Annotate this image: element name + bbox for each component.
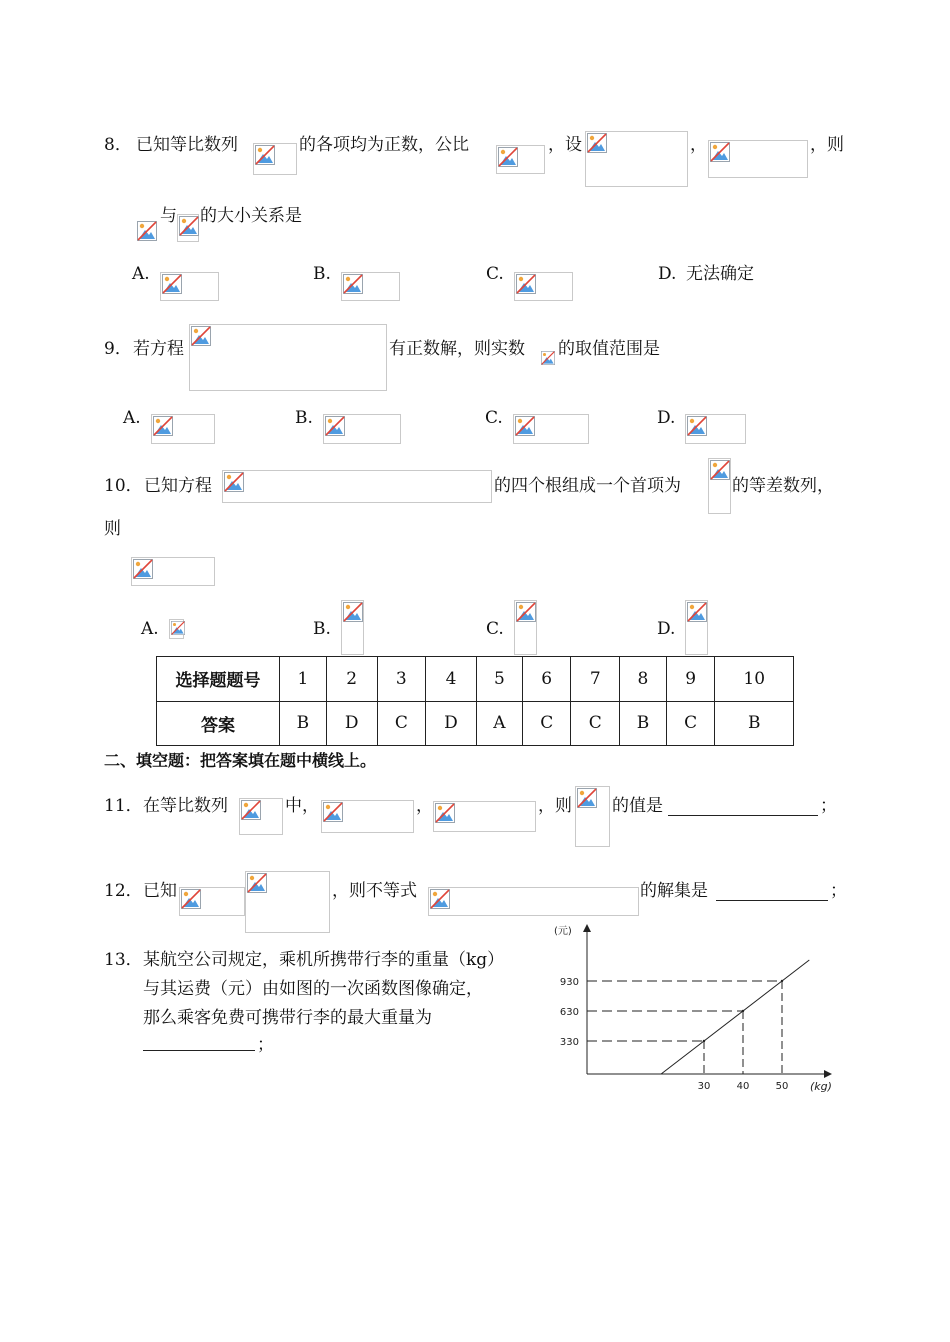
x-axis-label: (kg) bbox=[810, 1080, 832, 1093]
formula-image bbox=[136, 220, 158, 242]
broken-image-icon bbox=[325, 416, 345, 436]
answer-blank[interactable] bbox=[716, 900, 828, 901]
broken-image-icon bbox=[224, 472, 244, 492]
broken-image-icon bbox=[162, 274, 182, 294]
formula-image bbox=[433, 801, 536, 832]
section-title: 二、填空题：把答案填在题中横线上。 bbox=[104, 751, 377, 770]
broken-image-icon bbox=[191, 326, 211, 346]
formula-image bbox=[179, 887, 245, 916]
q12-end: ； bbox=[830, 881, 847, 901]
q13-line-3: 那么乘客免费可携带行李的最大重量为 bbox=[143, 1008, 432, 1028]
q10-number: 10． bbox=[104, 476, 143, 496]
formula-image bbox=[222, 470, 492, 503]
broken-image-icon bbox=[435, 803, 455, 823]
y-tick-label: 930 bbox=[559, 977, 579, 988]
q11-number: 11． bbox=[104, 796, 143, 816]
q11-text-4: ，则 bbox=[538, 796, 572, 816]
broken-image-icon bbox=[587, 133, 607, 153]
answer-blank[interactable] bbox=[143, 1050, 255, 1051]
q9-option-c-label: C. bbox=[485, 408, 503, 428]
q8-text-6: 与 bbox=[160, 206, 177, 226]
broken-image-icon bbox=[541, 351, 555, 365]
q9-text-1: 若方程 bbox=[133, 339, 184, 359]
option-c-image bbox=[514, 600, 537, 655]
table-cell: 6 bbox=[522, 657, 571, 702]
broken-image-icon bbox=[687, 416, 707, 436]
table-cell: 4 bbox=[426, 657, 477, 702]
table-cell: C bbox=[377, 701, 426, 746]
table-cell: 5 bbox=[476, 657, 522, 702]
cost-weight-chart bbox=[540, 918, 840, 1098]
q8-option-d-label: D. bbox=[658, 264, 677, 284]
q9-text-2: 有正数解，则实数 bbox=[389, 339, 525, 359]
y-axis-arrow bbox=[583, 924, 591, 932]
table-cell: C bbox=[522, 701, 571, 746]
table-cell: B bbox=[620, 701, 667, 746]
x-tick-label: 40 bbox=[736, 1081, 750, 1092]
q8-text-5: ，则 bbox=[810, 135, 844, 155]
q11-text-5: 的值是 bbox=[612, 796, 663, 816]
option-c-image bbox=[514, 272, 573, 301]
table-cell: 2 bbox=[326, 657, 377, 702]
q11-text-3: ， bbox=[416, 796, 433, 816]
broken-image-icon bbox=[153, 416, 173, 436]
q9-option-b-label: B. bbox=[295, 408, 313, 428]
q13-number: 13． bbox=[104, 950, 143, 970]
q8-option-a-label: A. bbox=[132, 264, 150, 284]
table-cell: C bbox=[666, 701, 715, 746]
formula-image bbox=[177, 214, 199, 242]
broken-image-icon bbox=[498, 147, 518, 167]
broken-image-icon bbox=[179, 216, 199, 236]
q10-option-b-label: B. bbox=[313, 619, 331, 639]
y-tick-label: 330 bbox=[559, 1037, 579, 1048]
broken-image-icon bbox=[710, 142, 730, 162]
option-c-image bbox=[513, 414, 589, 444]
q12-text-3: 的解集是 bbox=[640, 881, 708, 901]
table-cell: D bbox=[326, 701, 377, 746]
q8-option-d-text: 无法确定 bbox=[686, 264, 754, 284]
broken-image-icon bbox=[516, 274, 536, 294]
q10-option-c-label: C. bbox=[486, 619, 504, 639]
answer-blank[interactable] bbox=[668, 815, 818, 816]
y-tick-label: 630 bbox=[559, 1007, 579, 1018]
formula-image bbox=[540, 350, 557, 368]
table-row-answers bbox=[157, 701, 794, 746]
formula-image bbox=[239, 798, 283, 835]
q11-text-2: 中， bbox=[285, 796, 319, 816]
q8-text-2: 的各项均为正数，公比 bbox=[299, 135, 469, 155]
table-row-numbers bbox=[157, 657, 794, 702]
table-cell: 8 bbox=[620, 657, 667, 702]
q12-number: 12． bbox=[104, 881, 143, 901]
broken-image-icon bbox=[516, 602, 536, 622]
broken-image-icon bbox=[255, 145, 275, 165]
q10-text-3: 的等差数列， bbox=[732, 476, 834, 496]
option-b-image bbox=[341, 272, 400, 301]
broken-image-icon bbox=[133, 559, 153, 579]
q9-number: 9． bbox=[104, 339, 132, 359]
q11-text-1: 在等比数列 bbox=[143, 796, 228, 816]
broken-image-icon bbox=[323, 802, 343, 822]
table-cell: D bbox=[426, 701, 477, 746]
formula-image bbox=[321, 800, 414, 833]
formula-image bbox=[131, 557, 215, 586]
data-point bbox=[742, 1010, 744, 1012]
table-header-number: 选择题题号 bbox=[157, 657, 280, 702]
broken-image-icon bbox=[577, 788, 597, 808]
formula-image bbox=[253, 143, 297, 175]
broken-image-icon bbox=[247, 873, 267, 893]
q8-option-b-label: B. bbox=[313, 264, 331, 284]
formula-image bbox=[245, 871, 330, 933]
x-tick-label: 30 bbox=[697, 1081, 711, 1092]
q10-text-2: 的四个根组成一个首项为 bbox=[494, 476, 681, 496]
q12-text-2: ，则不等式 bbox=[332, 881, 417, 901]
broken-image-icon bbox=[343, 274, 363, 294]
broken-image-icon bbox=[171, 621, 185, 635]
option-d-image bbox=[685, 600, 708, 655]
option-a-image bbox=[151, 414, 215, 444]
q11-end: ； bbox=[820, 796, 837, 816]
q12-text-1: 已知 bbox=[143, 881, 177, 901]
q10-option-a-label: A. bbox=[141, 619, 159, 639]
series-line bbox=[661, 960, 809, 1074]
table-cell: 10 bbox=[715, 657, 794, 702]
table-cell: B bbox=[715, 701, 794, 746]
formula-image bbox=[708, 458, 731, 514]
answer-table bbox=[156, 656, 794, 746]
q8-text-7: 的大小关系是 bbox=[200, 206, 302, 226]
q13-end: ； bbox=[257, 1035, 274, 1055]
q8-option-c-label: C. bbox=[486, 264, 504, 284]
option-d-image bbox=[685, 414, 746, 444]
x-axis-arrow bbox=[824, 1070, 832, 1078]
q9-option-d-label: D. bbox=[657, 408, 676, 428]
broken-image-icon bbox=[343, 602, 363, 622]
q9-text-3: 的取值范围是 bbox=[558, 339, 660, 359]
option-b-image bbox=[341, 600, 364, 655]
data-point bbox=[781, 980, 783, 982]
formula-image bbox=[708, 140, 808, 178]
table-cell: 3 bbox=[377, 657, 426, 702]
x-tick-label: 50 bbox=[775, 1081, 789, 1092]
q13-line-2: 与其运费（元）由如图的一次函数图像确定， bbox=[143, 979, 483, 999]
broken-image-icon bbox=[430, 889, 450, 909]
q8-text-1: 已知等比数列 bbox=[136, 135, 238, 155]
formula-image bbox=[585, 131, 688, 187]
broken-image-icon bbox=[181, 889, 201, 909]
formula-image bbox=[496, 145, 545, 174]
table-cell: 9 bbox=[666, 657, 715, 702]
broken-image-icon bbox=[710, 460, 730, 480]
option-b-image bbox=[323, 414, 401, 444]
broken-image-icon bbox=[515, 416, 535, 436]
q8-number: 8． bbox=[104, 135, 132, 155]
formula-image bbox=[575, 786, 610, 847]
y-axis-label: (元) bbox=[554, 926, 572, 937]
option-a-image bbox=[169, 619, 184, 639]
q10-text-1: 已知方程 bbox=[144, 476, 212, 496]
q9-option-a-label: A. bbox=[123, 408, 141, 428]
table-cell: A bbox=[476, 701, 522, 746]
q8-text-4: ， bbox=[690, 135, 707, 155]
data-point bbox=[703, 1040, 705, 1042]
table-cell: B bbox=[280, 701, 327, 746]
formula-image bbox=[189, 324, 387, 391]
table-header-answer: 答案 bbox=[157, 701, 280, 746]
broken-image-icon bbox=[687, 602, 707, 622]
table-cell: C bbox=[571, 701, 620, 746]
q10-text-4: 则 bbox=[104, 519, 121, 539]
broken-image-icon bbox=[137, 221, 157, 241]
q13-line-1: 某航空公司规定，乘机所携带行李的重量（kg） bbox=[143, 950, 505, 970]
table-cell: 1 bbox=[280, 657, 327, 702]
q8-text-3: ，设 bbox=[548, 135, 582, 155]
table-cell: 7 bbox=[571, 657, 620, 702]
q10-option-d-label: D. bbox=[657, 619, 676, 639]
formula-image bbox=[428, 887, 639, 916]
broken-image-icon bbox=[241, 800, 261, 820]
option-a-image bbox=[160, 272, 219, 301]
